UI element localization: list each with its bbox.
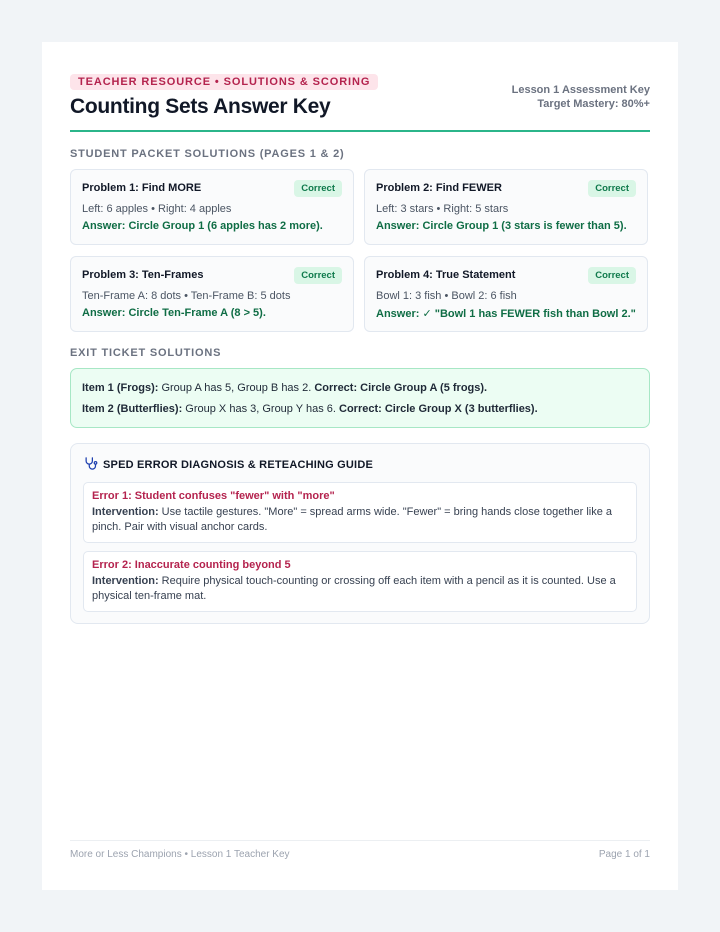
problem-description: Left: 6 apples • Right: 4 apples — [82, 203, 232, 215]
problem-card-3 — [70, 256, 354, 332]
error-title: Error 2: Inaccurate counting beyond 5 — [92, 559, 291, 571]
problem-title: Problem 4: True Statement — [376, 269, 516, 281]
error-intervention — [92, 574, 628, 604]
status-badge: Correct — [294, 267, 342, 284]
page-title: Counting Sets Answer Key — [70, 95, 331, 118]
exit-ticket-item-1 — [82, 380, 638, 396]
error-intervention — [92, 505, 628, 535]
item-text: Group A has 5, Group B has 2. — [158, 382, 315, 394]
problem-answer: Answer: Circle Group 1 (6 apples has 2 more). — [82, 220, 323, 232]
problem-card-2 — [364, 169, 648, 245]
intervention-text: Require physical touch-counting or crossing off each item with a pencil as it is counted. Use a physical ten-frame mat. — [92, 575, 616, 602]
intervention-label: Intervention: — [92, 575, 159, 587]
sped-guide-title: SPED ERROR DIAGNOSIS & RETEACHING GUIDE — [103, 459, 373, 471]
item-text: Group X has 3, Group Y has 6. — [182, 403, 339, 415]
page-number: Page 1 of 1 — [598, 849, 650, 860]
problem-answer: Answer: ✓ "Bowl 1 has FEWER fish than Bowl 2." — [376, 308, 636, 320]
problem-title: Problem 1: Find MORE — [82, 182, 202, 194]
problem-card-4 — [364, 256, 648, 332]
item-label: Item 2 (Butterflies): — [82, 403, 183, 415]
problem-description: Bowl 1: 3 fish • Bowl 2: 6 fish — [376, 290, 517, 302]
exit-ticket-item-2 — [82, 401, 638, 417]
packet-section-label: STUDENT PACKET SOLUTIONS (PAGES 1 & 2) — [70, 148, 345, 160]
error-card-2 — [83, 551, 637, 612]
error-title: Error 1: Student confuses "fewer" with "more" — [92, 490, 335, 502]
lesson-key-label: Lesson 1 Assessment Key — [511, 84, 650, 96]
answer-key-page — [42, 42, 678, 890]
problem-grid — [70, 169, 650, 332]
problem-card-1 — [70, 169, 354, 245]
page-footer — [70, 840, 650, 860]
problem-title: Problem 2: Find FEWER — [376, 182, 502, 194]
problem-description: Left: 3 stars • Right: 5 stars — [376, 203, 509, 215]
header-meta — [512, 83, 650, 111]
exit-ticket-section-label: EXIT TICKET SOLUTIONS — [70, 347, 222, 359]
item-correct: Correct: Circle Group A (5 frogs). — [314, 382, 488, 394]
stethoscope-icon — [83, 456, 98, 474]
intervention-label: Intervention: — [92, 506, 159, 518]
target-mastery-label: Target Mastery: 80%+ — [537, 98, 650, 110]
sped-guide — [70, 443, 650, 624]
problem-answer: Answer: Circle Group 1 (3 stars is fewer than 5). — [376, 220, 627, 232]
status-badge: Correct — [588, 180, 636, 197]
item-correct: Correct: Circle Group X (3 butterflies). — [339, 403, 538, 415]
problem-title: Problem 3: Ten-Frames — [82, 269, 204, 281]
status-badge: Correct — [294, 180, 342, 197]
footer-left: More or Less Champions • Lesson 1 Teacher Key — [70, 849, 290, 860]
item-label: Item 1 (Frogs): — [82, 382, 159, 394]
sped-guide-header — [83, 456, 637, 474]
problem-answer: Answer: Circle Ten-Frame A (8 > 5). — [82, 307, 266, 319]
status-badge: Correct — [588, 267, 636, 284]
header-left — [70, 72, 378, 119]
page-header — [70, 72, 650, 132]
exit-ticket-box — [70, 368, 650, 428]
error-card-1 — [83, 482, 637, 543]
resource-badge: TEACHER RESOURCE • SOLUTIONS & SCORING — [70, 74, 378, 90]
problem-description: Ten-Frame A: 8 dots • Ten-Frame B: 5 dots — [82, 290, 291, 302]
intervention-text: Use tactile gestures. "More" = spread arms wide. "Fewer" = bring hands close together like a pinch. Pair with visual anchor cards. — [92, 506, 613, 533]
